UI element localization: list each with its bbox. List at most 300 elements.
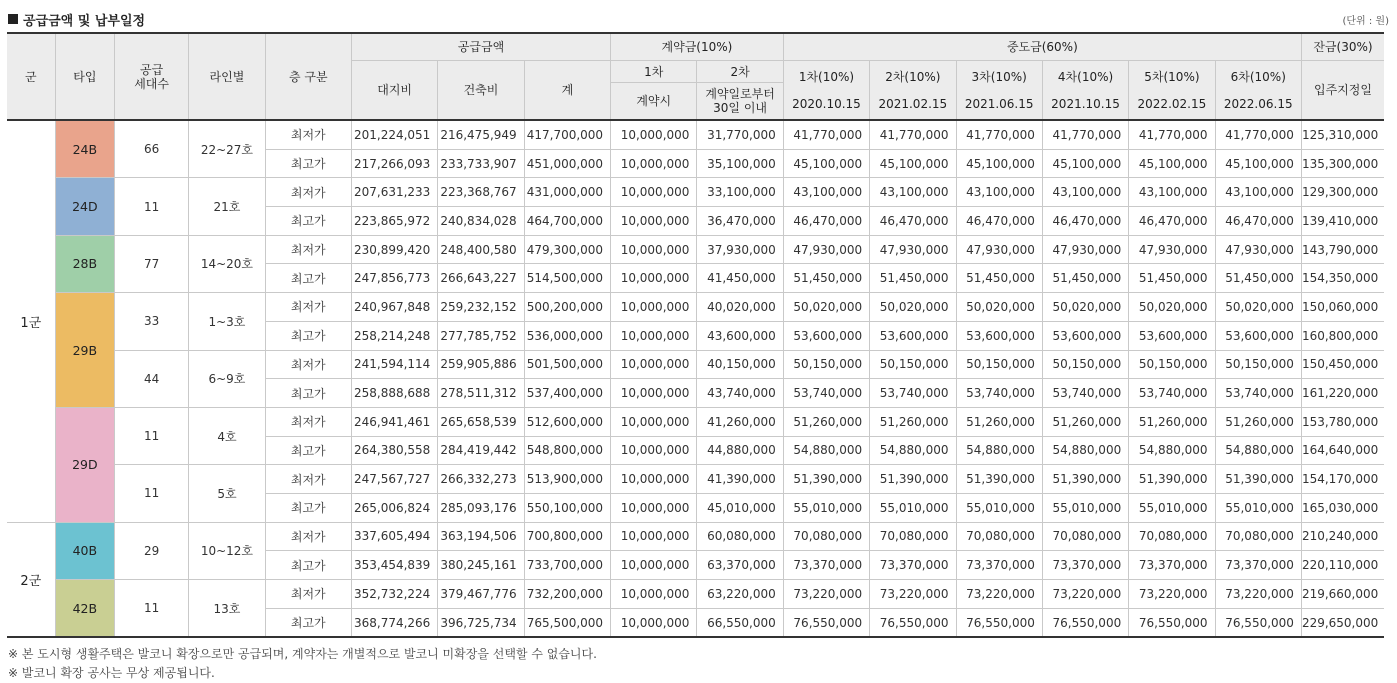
line-cell: 21호	[189, 178, 265, 235]
balance-cell: 210,240,000	[1301, 522, 1384, 551]
balance-cell: 129,300,000	[1301, 178, 1384, 207]
header-m2-date: 2021.02.15	[878, 96, 948, 111]
contract-1-cell: 10,000,000	[611, 379, 697, 408]
middle-2-cell: 50,020,000	[870, 293, 956, 322]
middle-6-cell: 50,150,000	[1215, 350, 1301, 379]
floor-cell: 최저가	[265, 465, 351, 494]
middle-1-cell: 55,010,000	[783, 493, 869, 522]
balance-cell: 150,450,000	[1301, 350, 1384, 379]
total-cell: 537,400,000	[524, 379, 610, 408]
contract-1-cell: 10,000,000	[611, 436, 697, 465]
header-m5-label: 5차(10%)	[1144, 69, 1200, 84]
building-cell: 278,511,312	[438, 379, 524, 408]
contract-1-cell: 10,000,000	[611, 321, 697, 350]
middle-2-cell: 47,930,000	[870, 235, 956, 264]
group-cell: 1군	[7, 120, 55, 522]
middle-1-cell: 41,770,000	[783, 120, 869, 149]
type-cell: 40B	[55, 522, 114, 579]
contract-2-cell: 60,080,000	[697, 522, 783, 551]
contract-1-cell: 10,000,000	[611, 522, 697, 551]
floor-cell: 최고가	[265, 551, 351, 580]
middle-6-cell: 46,470,000	[1215, 207, 1301, 236]
middle-2-cell: 76,550,000	[870, 608, 956, 637]
floor-cell: 최고가	[265, 608, 351, 637]
land-cell: 241,594,114	[351, 350, 437, 379]
header-m6-date: 2022.06.15	[1223, 96, 1293, 111]
balance-cell: 150,060,000	[1301, 293, 1384, 322]
building-cell: 266,332,273	[438, 465, 524, 494]
contract-1-cell: 10,000,000	[611, 264, 697, 293]
contract-1-cell: 10,000,000	[611, 350, 697, 379]
middle-5-cell: 54,880,000	[1129, 436, 1215, 465]
header-m1-label: 1차(10%)	[798, 69, 855, 84]
middle-6-cell: 43,100,000	[1215, 178, 1301, 207]
contract-1-cell: 10,000,000	[611, 178, 697, 207]
header-m3	[956, 61, 1042, 121]
header-m1	[783, 61, 869, 121]
middle-5-cell: 51,390,000	[1129, 465, 1215, 494]
middle-2-cell: 54,880,000	[870, 436, 956, 465]
contract-2-cell: 36,470,000	[697, 207, 783, 236]
note-2: ※ 발코니 확장 공사는 무상 제공됩니다.	[8, 666, 215, 680]
total-cell: 733,700,000	[524, 551, 610, 580]
total-cell: 512,600,000	[524, 407, 610, 436]
middle-2-cell: 45,100,000	[870, 149, 956, 178]
contract-2-cell: 41,450,000	[697, 264, 783, 293]
contract-2-cell: 43,600,000	[697, 321, 783, 350]
building-cell: 396,725,734	[438, 608, 524, 637]
middle-5-cell: 46,470,000	[1129, 207, 1215, 236]
total-cell: 431,000,000	[524, 178, 610, 207]
header-units-text: 공급 세대수	[134, 62, 169, 91]
contract-1-cell: 10,000,000	[611, 580, 697, 609]
middle-3-cell: 46,470,000	[956, 207, 1042, 236]
middle-4-cell: 51,450,000	[1042, 264, 1128, 293]
middle-5-cell: 53,740,000	[1129, 379, 1215, 408]
middle-2-cell: 55,010,000	[870, 493, 956, 522]
contract-2-cell: 44,880,000	[697, 436, 783, 465]
header-land: 대지비	[351, 61, 437, 121]
middle-2-cell: 50,150,000	[870, 350, 956, 379]
land-cell: 368,774,266	[351, 608, 437, 637]
header-middle: 중도금(60%)	[783, 33, 1301, 61]
land-cell: 230,899,420	[351, 235, 437, 264]
middle-1-cell: 73,370,000	[783, 551, 869, 580]
floor-cell: 최고가	[265, 264, 351, 293]
middle-2-cell: 46,470,000	[870, 207, 956, 236]
floor-cell: 최고가	[265, 436, 351, 465]
middle-4-cell: 73,370,000	[1042, 551, 1128, 580]
header-balance: 잔금(30%)	[1301, 33, 1384, 61]
balance-cell: 143,790,000	[1301, 235, 1384, 264]
building-cell: 240,834,028	[438, 207, 524, 236]
building-cell: 284,419,442	[438, 436, 524, 465]
balance-cell: 229,650,000	[1301, 608, 1384, 637]
middle-3-cell: 50,020,000	[956, 293, 1042, 322]
building-cell: 363,194,506	[438, 522, 524, 551]
contract-1-cell: 10,000,000	[611, 293, 697, 322]
balance-cell: 125,310,000	[1301, 120, 1384, 149]
middle-6-cell: 76,550,000	[1215, 608, 1301, 637]
units-cell: 11	[114, 407, 188, 464]
land-cell: 201,224,051	[351, 120, 437, 149]
middle-4-cell: 53,600,000	[1042, 321, 1128, 350]
total-cell: 513,900,000	[524, 465, 610, 494]
total-cell: 417,700,000	[524, 120, 610, 149]
header-m4-label: 4차(10%)	[1057, 69, 1114, 84]
header-type: 타입	[55, 33, 114, 120]
total-cell: 514,500,000	[524, 264, 610, 293]
table-row	[7, 293, 1384, 322]
contract-2-cell: 43,740,000	[697, 379, 783, 408]
middle-3-cell: 47,930,000	[956, 235, 1042, 264]
middle-3-cell: 41,770,000	[956, 120, 1042, 149]
land-cell: 246,941,461	[351, 407, 437, 436]
total-cell: 732,200,000	[524, 580, 610, 609]
middle-3-cell: 51,390,000	[956, 465, 1042, 494]
land-cell: 247,567,727	[351, 465, 437, 494]
land-cell: 337,605,494	[351, 522, 437, 551]
table-row	[7, 407, 1384, 436]
header-c2: 2차	[697, 61, 783, 83]
header-c2-when	[697, 83, 783, 121]
floor-cell: 최고가	[265, 149, 351, 178]
table-header	[7, 33, 1384, 120]
middle-6-cell: 53,600,000	[1215, 321, 1301, 350]
contract-1-cell: 10,000,000	[611, 465, 697, 494]
header-m6	[1215, 61, 1301, 121]
land-cell: 265,006,824	[351, 493, 437, 522]
middle-1-cell: 47,930,000	[783, 235, 869, 264]
middle-1-cell: 51,450,000	[783, 264, 869, 293]
type-cell: 42B	[55, 580, 114, 638]
line-cell: 13호	[189, 580, 265, 638]
table-row	[7, 178, 1384, 207]
total-cell: 536,000,000	[524, 321, 610, 350]
middle-3-cell: 76,550,000	[956, 608, 1042, 637]
middle-5-cell: 43,100,000	[1129, 178, 1215, 207]
floor-cell: 최저가	[265, 293, 351, 322]
units-cell: 33	[114, 293, 188, 350]
building-cell: 277,785,752	[438, 321, 524, 350]
header-balance-when: 입주지정일	[1301, 61, 1384, 121]
middle-5-cell: 55,010,000	[1129, 493, 1215, 522]
units-cell: 66	[114, 120, 188, 178]
middle-4-cell: 43,100,000	[1042, 178, 1128, 207]
middle-1-cell: 73,220,000	[783, 580, 869, 609]
land-cell: 264,380,558	[351, 436, 437, 465]
building-cell: 259,232,152	[438, 293, 524, 322]
contract-1-cell: 10,000,000	[611, 120, 697, 149]
floor-cell: 최고가	[265, 379, 351, 408]
middle-6-cell: 47,930,000	[1215, 235, 1301, 264]
units-cell: 29	[114, 522, 188, 579]
contract-2-cell: 45,010,000	[697, 493, 783, 522]
unit-label: (단위 : 원)	[1342, 15, 1389, 27]
middle-3-cell: 73,370,000	[956, 551, 1042, 580]
table-row	[7, 235, 1384, 264]
type-cell: 29D	[55, 407, 114, 522]
middle-3-cell: 45,100,000	[956, 149, 1042, 178]
header-m5	[1129, 61, 1215, 121]
building-cell: 285,093,176	[438, 493, 524, 522]
middle-1-cell: 45,100,000	[783, 149, 869, 178]
table-row	[7, 350, 1384, 379]
middle-2-cell: 41,770,000	[870, 120, 956, 149]
building-cell: 248,400,580	[438, 235, 524, 264]
middle-3-cell: 73,220,000	[956, 580, 1042, 609]
land-cell: 353,454,839	[351, 551, 437, 580]
title-row	[8, 9, 1389, 29]
middle-5-cell: 76,550,000	[1129, 608, 1215, 637]
contract-2-cell: 33,100,000	[697, 178, 783, 207]
header-supply: 공급금액	[351, 33, 610, 61]
type-cell: 29B	[55, 293, 114, 408]
building-cell: 379,467,776	[438, 580, 524, 609]
middle-1-cell: 53,740,000	[783, 379, 869, 408]
floor-cell: 최저가	[265, 350, 351, 379]
middle-5-cell: 41,770,000	[1129, 120, 1215, 149]
header-group: 군	[7, 33, 55, 120]
table-row	[7, 522, 1384, 551]
middle-3-cell: 55,010,000	[956, 493, 1042, 522]
middle-4-cell: 45,100,000	[1042, 149, 1128, 178]
header-m3-date: 2021.06.15	[964, 96, 1034, 111]
land-cell: 258,214,248	[351, 321, 437, 350]
table-row	[7, 120, 1384, 149]
middle-6-cell: 73,220,000	[1215, 580, 1301, 609]
contract-1-cell: 10,000,000	[611, 235, 697, 264]
line-cell: 22~27호	[189, 120, 265, 178]
group-cell: 2군	[7, 522, 55, 637]
contract-2-cell: 35,100,000	[697, 149, 783, 178]
middle-5-cell: 45,100,000	[1129, 149, 1215, 178]
units-cell: 77	[114, 235, 188, 292]
building-cell: 233,733,907	[438, 149, 524, 178]
note-1: ※ 본 도시형 생활주택은 발코니 확장으로만 공급되며, 계약자는 개별적으로 발코니 미확장을 선택할 수 없습니다.	[8, 647, 597, 661]
middle-1-cell: 51,390,000	[783, 465, 869, 494]
contract-1-cell: 10,000,000	[611, 149, 697, 178]
building-cell: 380,245,161	[438, 551, 524, 580]
middle-6-cell: 55,010,000	[1215, 493, 1301, 522]
header-m4-date: 2021.10.15	[1051, 96, 1120, 111]
floor-cell: 최저가	[265, 178, 351, 207]
balance-cell: 154,170,000	[1301, 465, 1384, 494]
middle-1-cell: 46,470,000	[783, 207, 869, 236]
total-cell: 550,100,000	[524, 493, 610, 522]
land-cell: 207,631,233	[351, 178, 437, 207]
line-cell: 4호	[189, 407, 265, 464]
total-cell: 464,700,000	[524, 207, 610, 236]
contract-2-cell: 41,260,000	[697, 407, 783, 436]
table-row	[7, 465, 1384, 494]
middle-2-cell: 53,600,000	[870, 321, 956, 350]
middle-2-cell: 51,390,000	[870, 465, 956, 494]
middle-6-cell: 73,370,000	[1215, 551, 1301, 580]
floor-cell: 최저가	[265, 407, 351, 436]
land-cell: 258,888,688	[351, 379, 437, 408]
building-cell: 216,475,949	[438, 120, 524, 149]
middle-1-cell: 70,080,000	[783, 522, 869, 551]
line-cell: 6~9호	[189, 350, 265, 407]
middle-3-cell: 53,740,000	[956, 379, 1042, 408]
middle-5-cell: 47,930,000	[1129, 235, 1215, 264]
contract-1-cell: 10,000,000	[611, 608, 697, 637]
total-cell: 548,800,000	[524, 436, 610, 465]
middle-4-cell: 55,010,000	[1042, 493, 1128, 522]
total-cell: 479,300,000	[524, 235, 610, 264]
contract-1-cell: 10,000,000	[611, 407, 697, 436]
header-total: 계	[524, 61, 610, 121]
section-title	[8, 10, 145, 29]
balance-cell: 220,110,000	[1301, 551, 1384, 580]
middle-1-cell: 50,150,000	[783, 350, 869, 379]
middle-4-cell: 47,930,000	[1042, 235, 1128, 264]
middle-2-cell: 73,220,000	[870, 580, 956, 609]
middle-4-cell: 70,080,000	[1042, 522, 1128, 551]
floor-cell: 최저가	[265, 235, 351, 264]
middle-1-cell: 43,100,000	[783, 178, 869, 207]
header-c1-when: 계약시	[611, 83, 697, 121]
middle-3-cell: 70,080,000	[956, 522, 1042, 551]
middle-2-cell: 51,260,000	[870, 407, 956, 436]
header-m2-label: 2차(10%)	[885, 69, 941, 84]
line-cell: 14~20호	[189, 235, 265, 292]
middle-6-cell: 51,390,000	[1215, 465, 1301, 494]
floor-cell: 최고가	[265, 493, 351, 522]
line-cell: 1~3호	[189, 293, 265, 350]
middle-3-cell: 53,600,000	[956, 321, 1042, 350]
middle-3-cell: 51,260,000	[956, 407, 1042, 436]
middle-6-cell: 45,100,000	[1215, 149, 1301, 178]
balance-cell: 165,030,000	[1301, 493, 1384, 522]
header-c1: 1차	[611, 61, 697, 83]
header-m1-date: 2020.10.15	[792, 96, 861, 111]
header-m4	[1042, 61, 1128, 121]
middle-6-cell: 53,740,000	[1215, 379, 1301, 408]
land-cell: 352,732,224	[351, 580, 437, 609]
balance-cell: 135,300,000	[1301, 149, 1384, 178]
table-row	[7, 580, 1384, 609]
type-cell: 24B	[55, 120, 114, 178]
land-cell: 240,967,848	[351, 293, 437, 322]
balance-cell: 164,640,000	[1301, 436, 1384, 465]
type-cell: 28B	[55, 235, 114, 292]
land-cell: 247,856,773	[351, 264, 437, 293]
middle-5-cell: 73,370,000	[1129, 551, 1215, 580]
type-cell: 24D	[55, 178, 114, 235]
middle-6-cell: 50,020,000	[1215, 293, 1301, 322]
balance-cell: 154,350,000	[1301, 264, 1384, 293]
building-cell: 259,905,886	[438, 350, 524, 379]
total-cell: 451,000,000	[524, 149, 610, 178]
header-m5-date: 2022.02.15	[1137, 96, 1207, 111]
middle-2-cell: 70,080,000	[870, 522, 956, 551]
middle-4-cell: 46,470,000	[1042, 207, 1128, 236]
units-cell: 11	[114, 178, 188, 235]
balance-cell: 161,220,000	[1301, 379, 1384, 408]
middle-5-cell: 73,220,000	[1129, 580, 1215, 609]
total-cell: 700,800,000	[524, 522, 610, 551]
middle-2-cell: 43,100,000	[870, 178, 956, 207]
contract-2-cell: 40,150,000	[697, 350, 783, 379]
middle-2-cell: 73,370,000	[870, 551, 956, 580]
floor-cell: 최저가	[265, 580, 351, 609]
middle-4-cell: 50,020,000	[1042, 293, 1128, 322]
contract-2-cell: 37,930,000	[697, 235, 783, 264]
floor-cell: 최저가	[265, 522, 351, 551]
middle-6-cell: 54,880,000	[1215, 436, 1301, 465]
middle-5-cell: 70,080,000	[1129, 522, 1215, 551]
contract-1-cell: 10,000,000	[611, 493, 697, 522]
middle-1-cell: 76,550,000	[783, 608, 869, 637]
notes	[8, 645, 597, 683]
middle-6-cell: 51,450,000	[1215, 264, 1301, 293]
middle-5-cell: 51,450,000	[1129, 264, 1215, 293]
middle-5-cell: 50,150,000	[1129, 350, 1215, 379]
contract-2-cell: 63,370,000	[697, 551, 783, 580]
header-c2-when-text: 계약일로부터 30일 이내	[705, 87, 775, 115]
middle-6-cell: 41,770,000	[1215, 120, 1301, 149]
floor-cell: 최저가	[265, 120, 351, 149]
contract-1-cell: 10,000,000	[611, 551, 697, 580]
header-floor: 층 구분	[265, 33, 351, 120]
middle-6-cell: 70,080,000	[1215, 522, 1301, 551]
contract-2-cell: 66,550,000	[697, 608, 783, 637]
middle-4-cell: 54,880,000	[1042, 436, 1128, 465]
land-cell: 223,865,972	[351, 207, 437, 236]
total-cell: 765,500,000	[524, 608, 610, 637]
middle-2-cell: 51,450,000	[870, 264, 956, 293]
middle-3-cell: 51,450,000	[956, 264, 1042, 293]
floor-cell: 최고가	[265, 207, 351, 236]
header-contract: 계약금(10%)	[611, 33, 784, 61]
contract-2-cell: 31,770,000	[697, 120, 783, 149]
total-cell: 500,200,000	[524, 293, 610, 322]
building-cell: 265,658,539	[438, 407, 524, 436]
section-title-text: 공급금액 및 납부일정	[23, 13, 146, 29]
middle-5-cell: 51,260,000	[1129, 407, 1215, 436]
middle-2-cell: 53,740,000	[870, 379, 956, 408]
middle-1-cell: 50,020,000	[783, 293, 869, 322]
building-cell: 223,368,767	[438, 178, 524, 207]
price-schedule-table	[7, 32, 1384, 638]
middle-3-cell: 54,880,000	[956, 436, 1042, 465]
units-cell: 44	[114, 350, 188, 407]
floor-cell: 최고가	[265, 321, 351, 350]
contract-2-cell: 40,020,000	[697, 293, 783, 322]
middle-1-cell: 51,260,000	[783, 407, 869, 436]
middle-5-cell: 53,600,000	[1129, 321, 1215, 350]
middle-1-cell: 53,600,000	[783, 321, 869, 350]
balance-cell: 139,410,000	[1301, 207, 1384, 236]
middle-3-cell: 43,100,000	[956, 178, 1042, 207]
contract-2-cell: 41,390,000	[697, 465, 783, 494]
header-line: 라인별	[189, 33, 265, 120]
units-cell: 11	[114, 580, 188, 638]
middle-6-cell: 51,260,000	[1215, 407, 1301, 436]
line-cell: 5호	[189, 465, 265, 522]
header-building: 건축비	[438, 61, 524, 121]
header-units	[114, 33, 188, 120]
header-m3-label: 3차(10%)	[971, 69, 1027, 84]
middle-4-cell: 51,260,000	[1042, 407, 1128, 436]
middle-5-cell: 50,020,000	[1129, 293, 1215, 322]
middle-4-cell: 53,740,000	[1042, 379, 1128, 408]
line-cell: 10~12호	[189, 522, 265, 579]
land-cell: 217,266,093	[351, 149, 437, 178]
middle-4-cell: 50,150,000	[1042, 350, 1128, 379]
